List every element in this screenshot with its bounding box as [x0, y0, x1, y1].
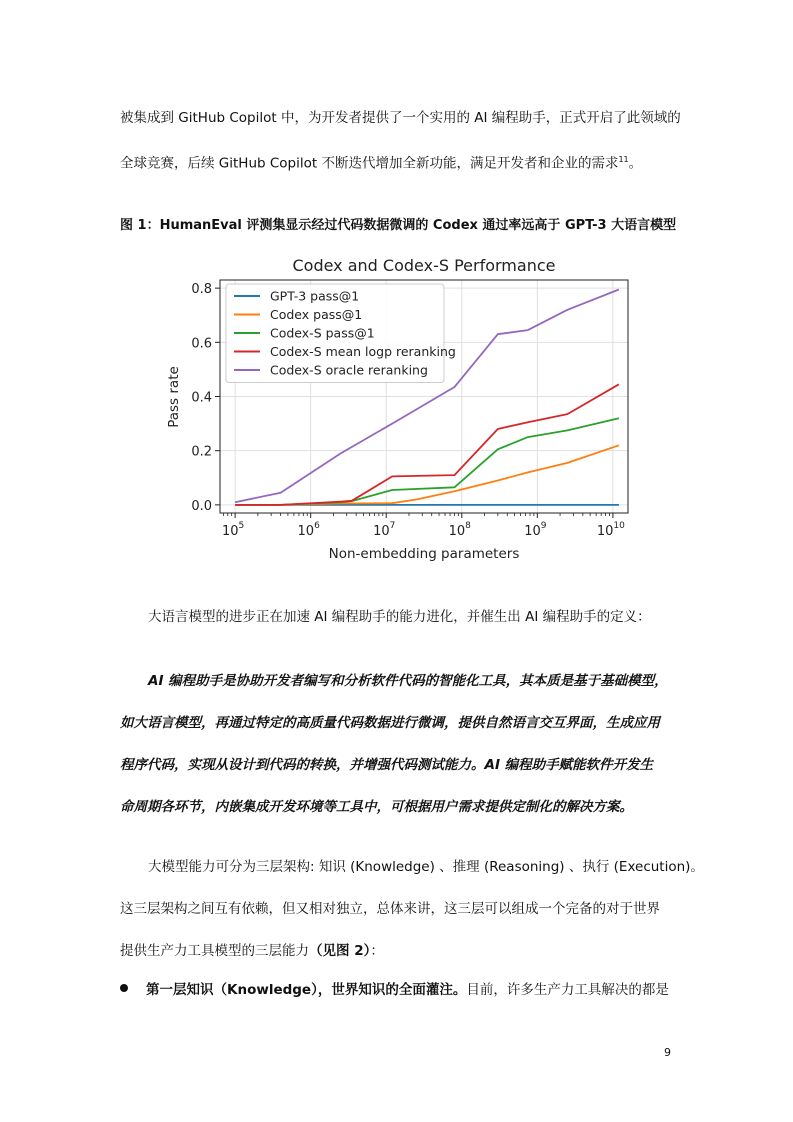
x-tick-label: $10^5$ — [221, 521, 245, 539]
x-tick-exponent: 6 — [314, 521, 320, 531]
definition-line-3: 程序代码，实现从设计到代码的转换，并增强代码测试能力。AI 编程助手赋能软件开发生 — [120, 757, 654, 773]
y-tick-label: 0.6 — [191, 336, 212, 352]
paragraph-1-line-2-end: 。 — [628, 155, 643, 172]
x-tick-exponent: 10 — [613, 521, 625, 531]
x-tick-exponent: 5 — [238, 521, 245, 531]
paragraph-3-line-2: 这三层架构之间互有依赖，但又相对独立，总体来讲，这三层可以组成一个完备的对于世界 — [120, 901, 660, 917]
legend-label: Codex-S pass@1 — [270, 325, 375, 341]
definition-line-2: 如大语言模型，再通过特定的高质量代码数据进行微调，提供自然语言交互界面，生成应用 — [120, 715, 660, 731]
paragraph-3-line-1: 大模型能力可分为三层架构: 知识 (Knowledge) 、推理 (Reasoning) 、执行 (Execution)。 — [148, 859, 704, 875]
x-tick-label: $10^9$ — [524, 521, 547, 539]
definition-line-4: 命周期各环节，内嵌集成开发环境等工具中，可根据用户需求提供定制化的解决方案。 — [120, 799, 633, 815]
paragraph-1-line-2-text: 全球竞赛，后续 GitHub Copilot 不断迭代增加全新功能，满足开发者和企业的需求 — [120, 155, 619, 172]
figure-caption: 图 1：HumanEval 评测集显示经过代码数据微调的 Codex 通过率远高于 GPT-3 大语言模型 — [120, 218, 677, 233]
definition-line-1: AI 编程助手是协助开发者编写和分析软件代码的智能化工具，其本质是基于基础模型， — [148, 673, 668, 689]
bullet-item — [146, 980, 706, 1000]
x-tick-exponent: 8 — [465, 521, 471, 531]
chart-legend — [226, 284, 456, 383]
x-tick-label: $10^{10}$ — [596, 521, 625, 539]
y-tick-label: 0.0 — [191, 498, 212, 514]
bullet-text: 目前，许多生产力工具解决的都是 — [466, 982, 669, 998]
paragraph-2: 大语言模型的进步正在加速 AI 编程助手的能力进化，并催生出 AI 编程助手的定义： — [148, 609, 651, 625]
pass-rate-chart — [150, 245, 630, 575]
x-tick-label: $10^7$ — [373, 521, 396, 539]
series-line-codex-s-pass-1 — [235, 418, 619, 505]
bullet-heading: 第一层知识（Knowledge），世界知识的全面灌注。 — [146, 982, 467, 998]
x-tick-label: $10^6$ — [297, 521, 320, 539]
y-tick-label: 0.2 — [191, 444, 212, 460]
page-number: 9 — [664, 1046, 671, 1059]
paragraph-1-line-2 — [120, 150, 680, 174]
legend-label: Codex-S mean logp reranking — [270, 344, 456, 359]
legend-label: Codex-S oracle reranking — [270, 362, 428, 378]
y-tick-label: 0.4 — [191, 390, 212, 406]
x-tick-exponent: 9 — [540, 521, 547, 531]
x-tick-exponent: 7 — [389, 521, 396, 531]
legend-label: Codex pass@1 — [270, 307, 363, 322]
bullet-dot-icon — [120, 984, 128, 992]
footnote-ref[interactable]: 11 — [618, 155, 629, 164]
x-axis-label: Non-embedding parameters — [328, 546, 520, 562]
x-tick-label: $10^8$ — [448, 521, 471, 539]
figure-2-reference[interactable]: （见图 2） — [309, 943, 371, 959]
chart-title: Codex and Codex-S Performance — [292, 256, 556, 275]
legend-label: GPT-3 pass@1 — [270, 288, 360, 304]
paragraph-3-line-3-text: 提供生产力工具模型的三层能力 — [120, 943, 309, 959]
paragraph-3-line-3-end: ： — [370, 943, 384, 959]
y-axis-label: Pass rate — [166, 366, 182, 428]
paragraph-1-line-1: 被集成到 GitHub Copilot 中，为开发者提供了一个实用的 AI 编程助手，正式开启了此领域的 — [120, 110, 681, 126]
y-tick-label: 0.8 — [191, 282, 212, 298]
paragraph-3-line-3 — [120, 941, 680, 961]
